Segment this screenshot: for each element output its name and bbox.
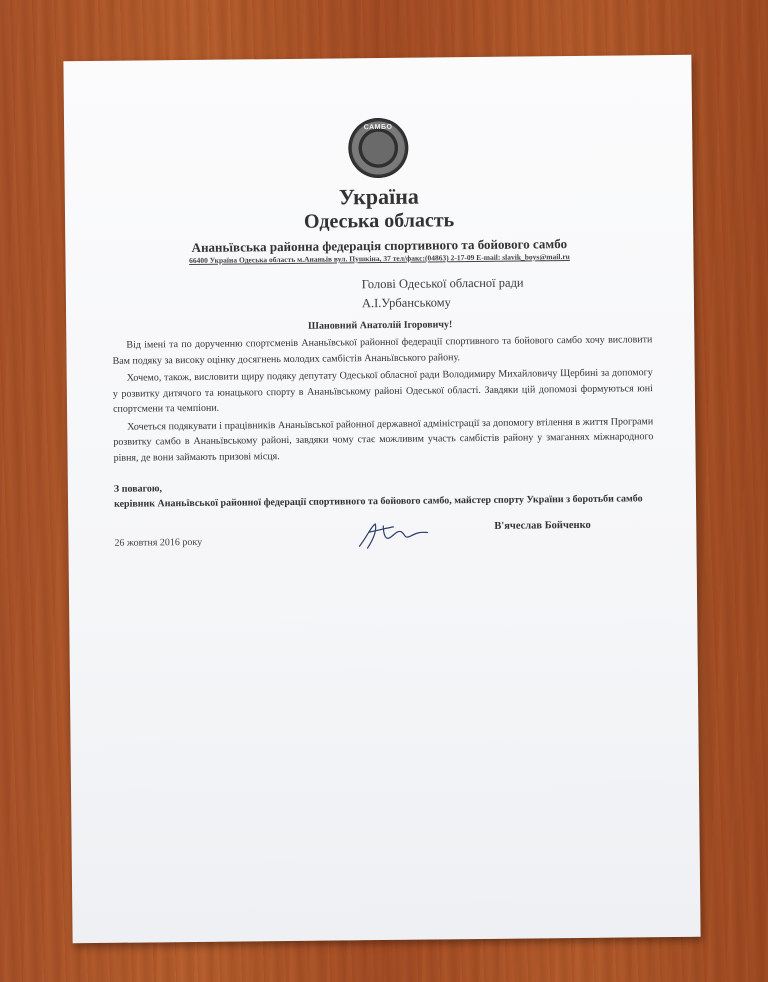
recipient-block bbox=[362, 274, 524, 314]
handwritten-signature bbox=[353, 517, 433, 552]
emblem-text: САМБО bbox=[363, 123, 393, 132]
recipient-line-1: Голові Одеської обласної ради bbox=[361, 275, 524, 292]
signer-name: В'ячеслав Бойченко bbox=[494, 519, 591, 532]
organization-title: Ананьївська районна федерація спортивного та бойового самбо bbox=[191, 236, 568, 255]
paragraph-2: Хочемо, також, висловити щиру подяку депутату Одеської обласної ради Володимиру Михайловичу Щербині за допомогу у розвитку дитячого та юнацького спорту в Ананьївському районі Одеської області. Завдяки цій допомозі формуються юні спортсмени та чемпіони. bbox=[112, 367, 653, 415]
letter-date: 26 жовтня 2016 року bbox=[114, 536, 203, 549]
signer-position: керівник Ананьївської районної федерації спортивного та бойового самбо, майстер спорту України з боротьби самбо bbox=[113, 493, 643, 510]
country-title: Україна bbox=[338, 183, 419, 210]
region-title: Одеська область bbox=[303, 209, 455, 233]
paragraph-3: Хочеться подякувати і працівників Ананьївської районної державної адміністрації за допомогу втілення в життя Програми розвитку самбо в Ананьївському районі, завдяки чому стає можливим участь самбістів району у змаганнях міжнародного рівня, де вони займають призові місця. bbox=[113, 415, 654, 464]
letter-body bbox=[112, 332, 653, 468]
letter-paper bbox=[63, 55, 700, 944]
recipient-line-2: А.І.Урбанському bbox=[361, 295, 451, 311]
salutation: Шановний Анатолій Ігоровичу! bbox=[307, 319, 453, 332]
sambo-emblem-icon bbox=[348, 118, 409, 179]
closing-regards: З повагою, bbox=[113, 483, 163, 495]
address-line: 66400 Україна Одеська область м.Ананьїв вул. Пушкіна, 37 тел/факс:(04863) 2-17-09 E-mail: slavik_boys@mail.ru bbox=[189, 252, 570, 266]
paragraph-1: Від імені та по дорученню спортсменів Ананьївської районної федерації спортивного та бойового самбо хочу висловити Вам подяку за високу оцінку досягнень молодих самбістів Ананьївського району. bbox=[112, 334, 653, 367]
